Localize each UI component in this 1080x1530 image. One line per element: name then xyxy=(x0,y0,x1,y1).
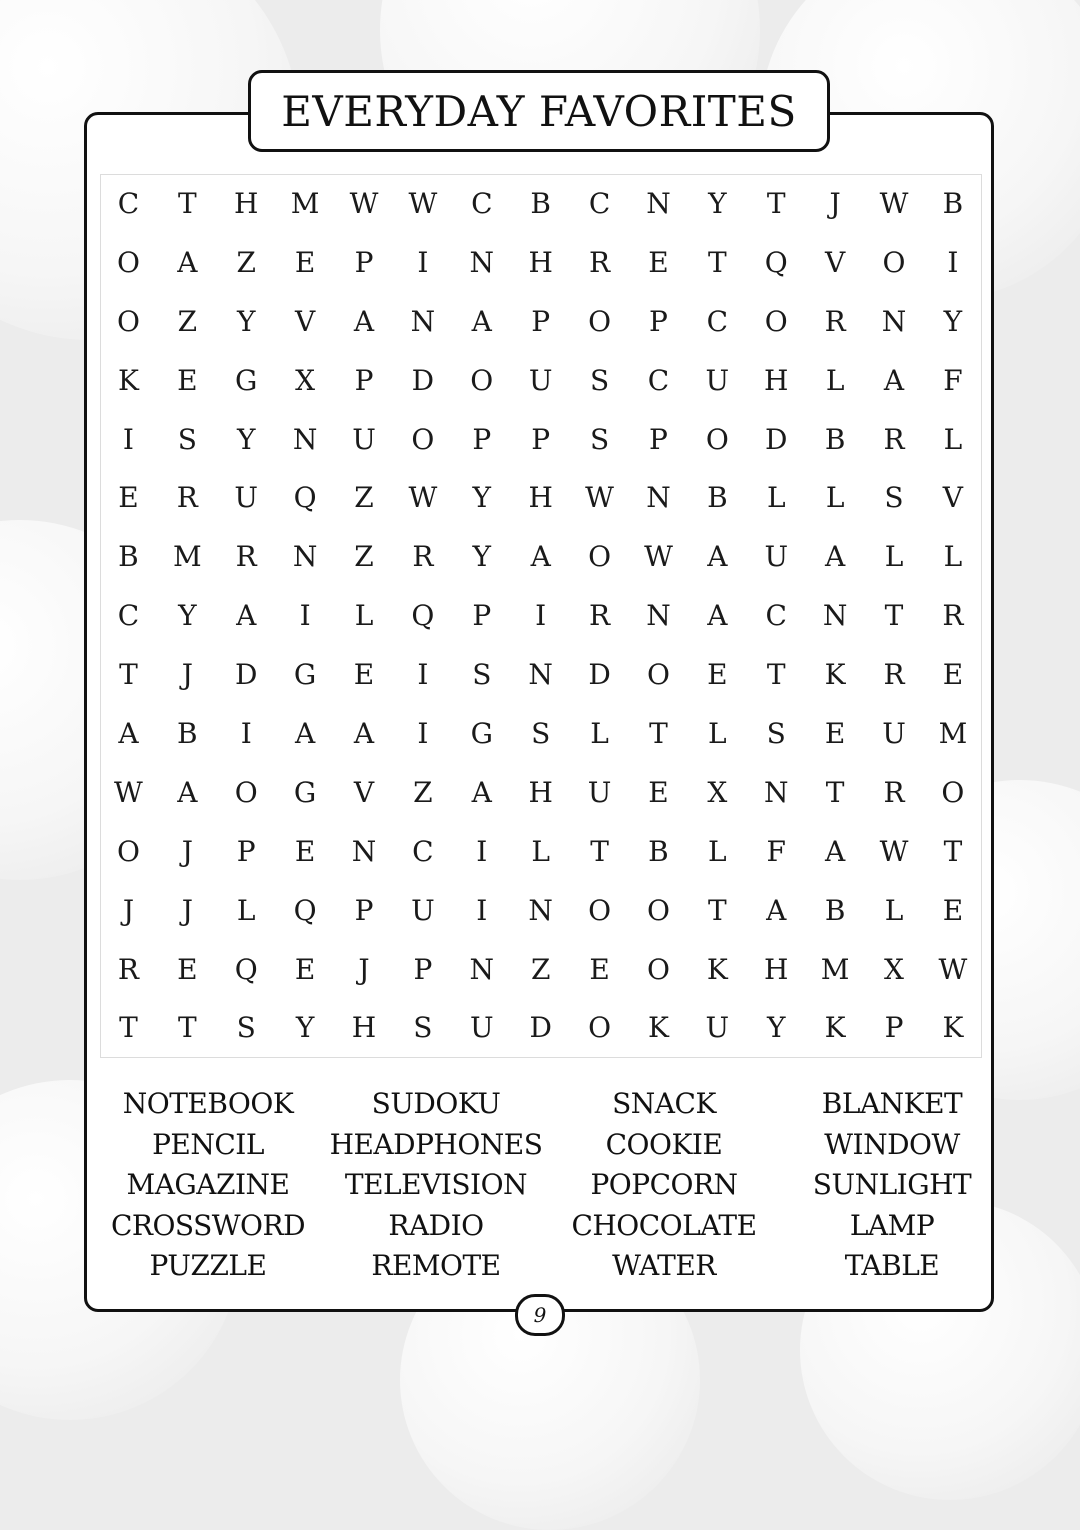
grid-cell[interactable]: X xyxy=(884,952,904,986)
grid-cell[interactable]: A xyxy=(295,716,316,750)
grid-cell[interactable]: I xyxy=(476,834,488,868)
grid-cell[interactable]: W xyxy=(585,481,614,515)
grid-cell[interactable]: K xyxy=(117,363,139,397)
grid-cell[interactable]: O xyxy=(234,775,258,809)
word-list-column xyxy=(550,1084,778,1287)
grid-cell[interactable]: F xyxy=(943,363,963,397)
grid-cell[interactable]: U xyxy=(882,716,906,750)
grid-cell[interactable]: S xyxy=(472,658,492,692)
grid-cell[interactable]: P xyxy=(649,304,668,338)
grid-cell[interactable]: Y xyxy=(472,540,492,574)
grid-cell[interactable]: I xyxy=(417,716,429,750)
grid-cell[interactable]: W xyxy=(408,481,438,515)
grid-cell[interactable]: J xyxy=(829,186,841,220)
grid-cell[interactable]: P xyxy=(354,363,374,397)
letter-grid xyxy=(99,174,982,1057)
grid-cell[interactable]: W xyxy=(349,186,379,220)
grid-cell[interactable]: T xyxy=(766,658,786,692)
grid-cell[interactable]: U xyxy=(469,1011,494,1045)
grid-cell[interactable]: U xyxy=(352,422,376,456)
grid-cell[interactable]: N xyxy=(646,599,671,633)
grid-cell[interactable]: A xyxy=(825,834,846,868)
grid-cell[interactable]: W xyxy=(408,186,438,220)
grid-cell[interactable]: D xyxy=(529,1011,552,1045)
grid-cell[interactable]: I xyxy=(476,893,488,927)
grid-cell[interactable]: O xyxy=(646,658,670,692)
grid-cell[interactable]: T xyxy=(590,834,609,868)
grid-cell[interactable]: J xyxy=(122,893,135,927)
grid-cell[interactable]: P xyxy=(649,422,668,456)
grid-cell[interactable]: O xyxy=(588,893,612,927)
word-list-item: CHOCOLATE xyxy=(571,1208,757,1242)
grid-cell[interactable]: B xyxy=(824,422,846,456)
grid-cell[interactable]: G xyxy=(470,716,493,750)
grid-cell[interactable]: U xyxy=(587,775,612,809)
grid-cell[interactable]: L xyxy=(884,893,904,927)
grid-cell[interactable]: M xyxy=(820,952,850,986)
grid-cell[interactable]: N xyxy=(410,304,436,338)
grid-cell[interactable]: X xyxy=(295,363,316,397)
grid-cell[interactable]: S xyxy=(413,1011,433,1045)
grid-cell[interactable]: Y xyxy=(767,1011,786,1045)
grid-cell[interactable]: A xyxy=(177,775,198,809)
grid-cell[interactable]: O xyxy=(116,834,140,868)
grid-cell[interactable]: R xyxy=(117,952,139,986)
grid-cell[interactable]: P xyxy=(531,304,551,338)
grid-cell[interactable]: E xyxy=(942,658,964,692)
grid-cell[interactable]: A xyxy=(766,893,787,927)
grid-cell[interactable]: S xyxy=(884,481,904,515)
grid-cell[interactable]: H xyxy=(528,245,553,279)
grid-cell[interactable]: N xyxy=(646,481,671,515)
grid-cell[interactable]: T xyxy=(649,716,668,750)
grid-cell[interactable]: A xyxy=(883,363,905,397)
grid-cell[interactable]: R xyxy=(412,540,434,574)
grid-cell[interactable]: Q xyxy=(293,481,317,515)
grid-cell[interactable]: V xyxy=(295,304,316,338)
grid-cell[interactable]: E xyxy=(177,952,198,986)
grid-cell[interactable]: T xyxy=(766,186,786,220)
grid-cell[interactable]: S xyxy=(589,422,610,456)
grid-cell[interactable]: M xyxy=(938,716,968,750)
word-list-item: RADIO xyxy=(388,1208,484,1242)
word-list-column xyxy=(322,1084,550,1287)
word-list-column xyxy=(778,1084,1006,1287)
word-list-column xyxy=(94,1084,322,1287)
grid-cell[interactable]: K xyxy=(648,1011,669,1045)
grid-cell[interactable]: B xyxy=(530,186,551,220)
grid-cell[interactable]: U xyxy=(234,481,259,515)
grid-cell[interactable]: W xyxy=(938,952,968,986)
grid-cell[interactable]: B xyxy=(824,893,846,927)
grid-cell[interactable]: W xyxy=(644,540,673,574)
grid-cell[interactable]: Q xyxy=(411,599,435,633)
grid-cell[interactable]: J xyxy=(181,658,193,692)
grid-cell[interactable]: N xyxy=(292,540,318,574)
grid-cell[interactable]: R xyxy=(176,481,198,515)
grid-cell[interactable]: M xyxy=(173,540,202,574)
grid-cell[interactable]: Y xyxy=(178,599,197,633)
grid-cell[interactable]: O xyxy=(646,952,670,986)
title-banner xyxy=(248,70,830,152)
grid-cell[interactable]: S xyxy=(766,716,786,750)
grid-cell[interactable]: P xyxy=(884,1011,904,1045)
grid-cell[interactable]: A xyxy=(471,304,492,338)
grid-cell[interactable]: C xyxy=(647,363,670,397)
grid-cell[interactable]: N xyxy=(881,304,907,338)
grid-cell[interactable]: B xyxy=(942,186,964,220)
grid-cell[interactable]: A xyxy=(177,245,198,279)
grid-cell[interactable]: U xyxy=(411,893,435,927)
word-list-item: WATER xyxy=(612,1249,716,1283)
grid-cell[interactable]: G xyxy=(235,363,258,397)
grid-cell[interactable]: E xyxy=(294,834,316,868)
grid-cell[interactable]: K xyxy=(824,658,846,692)
grid-cell[interactable]: M xyxy=(290,186,320,220)
grid-cell[interactable]: O xyxy=(411,422,435,456)
grid-cell[interactable]: Y xyxy=(943,304,963,338)
grid-cell[interactable]: I xyxy=(417,658,429,692)
grid-cell[interactable]: I xyxy=(535,599,547,633)
word-list-item: TELEVISION xyxy=(344,1168,528,1202)
word-list-item: BLANKET xyxy=(821,1087,963,1120)
grid-cell[interactable]: V xyxy=(353,775,375,809)
grid-cell[interactable]: E xyxy=(824,716,846,750)
grid-cell[interactable]: R xyxy=(589,245,611,279)
grid-cell[interactable]: A xyxy=(236,599,257,633)
grid-cell[interactable]: C xyxy=(588,186,611,220)
grid-cell[interactable]: P xyxy=(354,893,374,927)
grid-cell[interactable]: J xyxy=(358,952,370,986)
grid-cell[interactable]: E xyxy=(589,952,610,986)
grid-cell[interactable]: W xyxy=(879,186,909,220)
word-list-item: LAMP xyxy=(849,1208,935,1242)
grid-cell[interactable]: A xyxy=(471,775,492,809)
grid-cell[interactable]: A xyxy=(707,599,728,633)
grid-cell[interactable]: L xyxy=(236,893,256,927)
grid-cell[interactable]: O xyxy=(705,422,729,456)
grid-cell[interactable]: S xyxy=(236,1011,256,1045)
grid-cell[interactable]: E xyxy=(118,481,139,515)
grid-cell[interactable]: Q xyxy=(764,245,788,279)
grid-cell[interactable]: P xyxy=(236,834,256,868)
grid-cell[interactable]: E xyxy=(294,245,316,279)
grid-cell[interactable]: H xyxy=(234,186,259,220)
grid-cell[interactable]: O xyxy=(588,1011,612,1045)
grid-cell[interactable]: N xyxy=(763,775,789,809)
grid-cell[interactable]: A xyxy=(353,716,375,750)
grid-cell[interactable]: N xyxy=(469,952,495,986)
word-list-item: POPCORN xyxy=(590,1168,738,1202)
grid-cell[interactable]: C xyxy=(706,304,729,338)
page-number: 9 xyxy=(533,1303,547,1327)
word-list-item: CROSSWORD xyxy=(110,1208,306,1242)
grid-cell[interactable]: D xyxy=(411,363,435,397)
grid-cell[interactable]: I xyxy=(240,716,252,750)
grid-cell[interactable]: O xyxy=(116,245,140,279)
grid-cell[interactable]: O xyxy=(588,304,612,338)
grid-cell[interactable]: V xyxy=(942,481,964,515)
grid-cell[interactable]: O xyxy=(941,775,965,809)
word-list-item: MAGAZINE xyxy=(126,1168,290,1202)
grid-cell[interactable]: Y xyxy=(236,304,256,338)
grid-cell[interactable]: L xyxy=(590,716,609,750)
grid-cell[interactable]: D xyxy=(765,422,788,456)
word-list-item: SUDOKU xyxy=(371,1087,501,1120)
word-list-item: NOTEBOOK xyxy=(122,1087,294,1120)
grid-cell[interactable]: O xyxy=(588,540,612,574)
grid-cell[interactable]: O xyxy=(470,363,494,397)
grid-cell[interactable]: L xyxy=(943,540,963,574)
grid-cell[interactable]: H xyxy=(764,363,789,397)
grid-cell[interactable]: N xyxy=(528,658,553,692)
grid-cell[interactable]: I xyxy=(947,245,959,279)
grid-cell[interactable]: H xyxy=(764,952,789,986)
grid-cell[interactable]: A xyxy=(118,716,139,750)
grid-cell[interactable]: L xyxy=(825,363,845,397)
grid-cell[interactable]: A xyxy=(707,540,728,574)
grid-cell[interactable]: B xyxy=(707,481,728,515)
grid-cell[interactable]: O xyxy=(882,245,906,279)
grid-cell[interactable]: T xyxy=(825,775,845,809)
grid-cell[interactable]: B xyxy=(177,716,198,750)
grid-cell[interactable]: Q xyxy=(293,893,317,927)
grid-cell[interactable]: L xyxy=(354,599,374,633)
word-list-item: WINDOW xyxy=(824,1127,960,1161)
grid-cell[interactable]: L xyxy=(766,481,786,515)
grid-cell[interactable]: D xyxy=(588,658,611,692)
grid-cell[interactable]: Z xyxy=(530,952,551,986)
grid-cell[interactable]: T xyxy=(708,893,727,927)
grid-cell[interactable]: U xyxy=(528,363,553,397)
grid-cell[interactable]: K xyxy=(942,1011,964,1045)
grid-cell[interactable]: A xyxy=(530,540,551,574)
word-list-item: HEADPHONES xyxy=(329,1127,543,1161)
grid-cell[interactable]: S xyxy=(589,363,610,397)
grid-cell[interactable]: T xyxy=(119,658,138,692)
grid-cell[interactable]: L xyxy=(825,481,845,515)
grid-cell[interactable]: Y xyxy=(472,481,492,515)
grid-cell[interactable]: C xyxy=(412,834,434,868)
grid-cell[interactable]: U xyxy=(705,363,730,397)
grid-cell[interactable]: R xyxy=(883,775,905,809)
word-list-item: PENCIL xyxy=(152,1127,264,1161)
grid-cell[interactable]: X xyxy=(707,775,728,809)
grid-cell[interactable]: J xyxy=(181,834,193,868)
grid-cell[interactable]: R xyxy=(883,658,905,692)
grid-cell[interactable]: K xyxy=(824,1011,846,1045)
grid-cell[interactable]: Z xyxy=(354,481,374,515)
grid-cell[interactable]: L xyxy=(531,834,550,868)
grid-cell[interactable]: E xyxy=(177,363,198,397)
grid-cell[interactable]: P xyxy=(531,422,551,456)
grid-cell[interactable]: E xyxy=(648,245,669,279)
grid-cell[interactable]: O xyxy=(116,304,140,338)
grid-cell[interactable]: P xyxy=(354,245,374,279)
grid-cell[interactable]: Z xyxy=(236,245,256,279)
grid-cell[interactable]: E xyxy=(294,952,316,986)
grid-cell[interactable]: Y xyxy=(295,1011,315,1045)
grid-cell[interactable]: K xyxy=(706,952,728,986)
grid-cell[interactable]: A xyxy=(353,304,375,338)
grid-cell[interactable]: R xyxy=(824,304,846,338)
grid-cell[interactable]: S xyxy=(177,422,197,456)
grid-cell[interactable]: O xyxy=(764,304,788,338)
grid-cell[interactable]: T xyxy=(708,245,727,279)
grid-cell[interactable]: N xyxy=(528,893,553,927)
grid-cell[interactable]: I xyxy=(299,599,311,633)
grid-cell[interactable]: G xyxy=(293,658,317,692)
grid-cell[interactable]: R xyxy=(942,599,964,633)
page-title: EVERYDAY FAVORITES xyxy=(281,86,797,136)
grid-cell[interactable]: P xyxy=(472,422,492,456)
grid-cell[interactable]: T xyxy=(943,834,963,868)
grid-cell[interactable]: T xyxy=(177,186,197,220)
word-list-item: SNACK xyxy=(612,1087,716,1120)
grid-cell[interactable]: N xyxy=(469,245,495,279)
grid-cell[interactable]: G xyxy=(293,775,317,809)
word-list-item: TABLE xyxy=(844,1249,940,1283)
grid-cell[interactable]: Q xyxy=(234,952,258,986)
grid-cell[interactable]: I xyxy=(417,245,429,279)
grid-cell[interactable]: L xyxy=(884,540,904,574)
word-list xyxy=(94,1084,1006,1287)
grid-cell[interactable]: F xyxy=(766,834,786,868)
grid-cell[interactable]: B xyxy=(118,540,139,574)
grid-cell[interactable]: E xyxy=(942,893,964,927)
grid-cell[interactable]: R xyxy=(883,422,905,456)
grid-cell[interactable]: C xyxy=(117,186,140,220)
grid-cell[interactable]: P xyxy=(472,599,492,633)
grid-cell[interactable]: T xyxy=(884,599,904,633)
grid-cell[interactable]: Y xyxy=(708,186,727,220)
grid-cell[interactable]: T xyxy=(119,1011,138,1045)
grid-cell[interactable]: B xyxy=(648,834,669,868)
grid-cell[interactable]: H xyxy=(351,1011,377,1045)
grid-cell[interactable]: R xyxy=(589,599,611,633)
grid-cell[interactable]: A xyxy=(825,540,846,574)
grid-cell[interactable]: I xyxy=(122,422,134,456)
grid-cell[interactable]: C xyxy=(117,599,140,633)
grid-cell[interactable]: Z xyxy=(177,304,198,338)
word-list-item: SUNLIGHT xyxy=(812,1168,972,1202)
grid-cell[interactable]: C xyxy=(765,599,787,633)
grid-cell[interactable]: L xyxy=(708,716,727,750)
grid-cell[interactable]: T xyxy=(177,1011,197,1045)
grid-cell[interactable]: C xyxy=(471,186,493,220)
grid-cell[interactable]: N xyxy=(822,599,848,633)
grid-cell[interactable]: O xyxy=(646,893,670,927)
grid-cell[interactable]: S xyxy=(531,716,551,750)
word-list-item: COOKIE xyxy=(605,1127,723,1161)
page-number-badge xyxy=(515,1294,565,1336)
grid-cell[interactable]: D xyxy=(235,658,258,692)
grid-cell[interactable]: E xyxy=(648,775,669,809)
grid-cell[interactable]: J xyxy=(181,893,193,927)
grid-cell[interactable]: U xyxy=(764,540,789,574)
word-list-item: PUZZLE xyxy=(149,1249,267,1283)
grid-cell[interactable]: E xyxy=(707,658,728,692)
grid-cell[interactable]: N xyxy=(351,834,377,868)
grid-cell[interactable]: L xyxy=(943,422,963,456)
grid-cell[interactable]: W xyxy=(879,834,909,868)
grid-cell[interactable]: H xyxy=(528,775,553,809)
grid-cell[interactable]: U xyxy=(705,1011,730,1045)
grid-cell[interactable]: E xyxy=(353,658,375,692)
grid-cell[interactable]: L xyxy=(708,834,727,868)
grid-cell[interactable]: V xyxy=(825,245,846,279)
grid-cell[interactable]: R xyxy=(235,540,257,574)
grid-cell[interactable]: N xyxy=(646,186,671,220)
grid-cell[interactable]: W xyxy=(114,775,143,809)
grid-cell[interactable]: Z xyxy=(354,540,374,574)
grid-cell[interactable]: H xyxy=(528,481,553,515)
grid-cell[interactable]: Z xyxy=(413,775,433,809)
word-list-item: REMOTE xyxy=(371,1249,501,1283)
grid-cell[interactable]: Y xyxy=(236,422,256,456)
grid-cell[interactable]: N xyxy=(292,422,318,456)
grid-cell[interactable]: P xyxy=(413,952,433,986)
